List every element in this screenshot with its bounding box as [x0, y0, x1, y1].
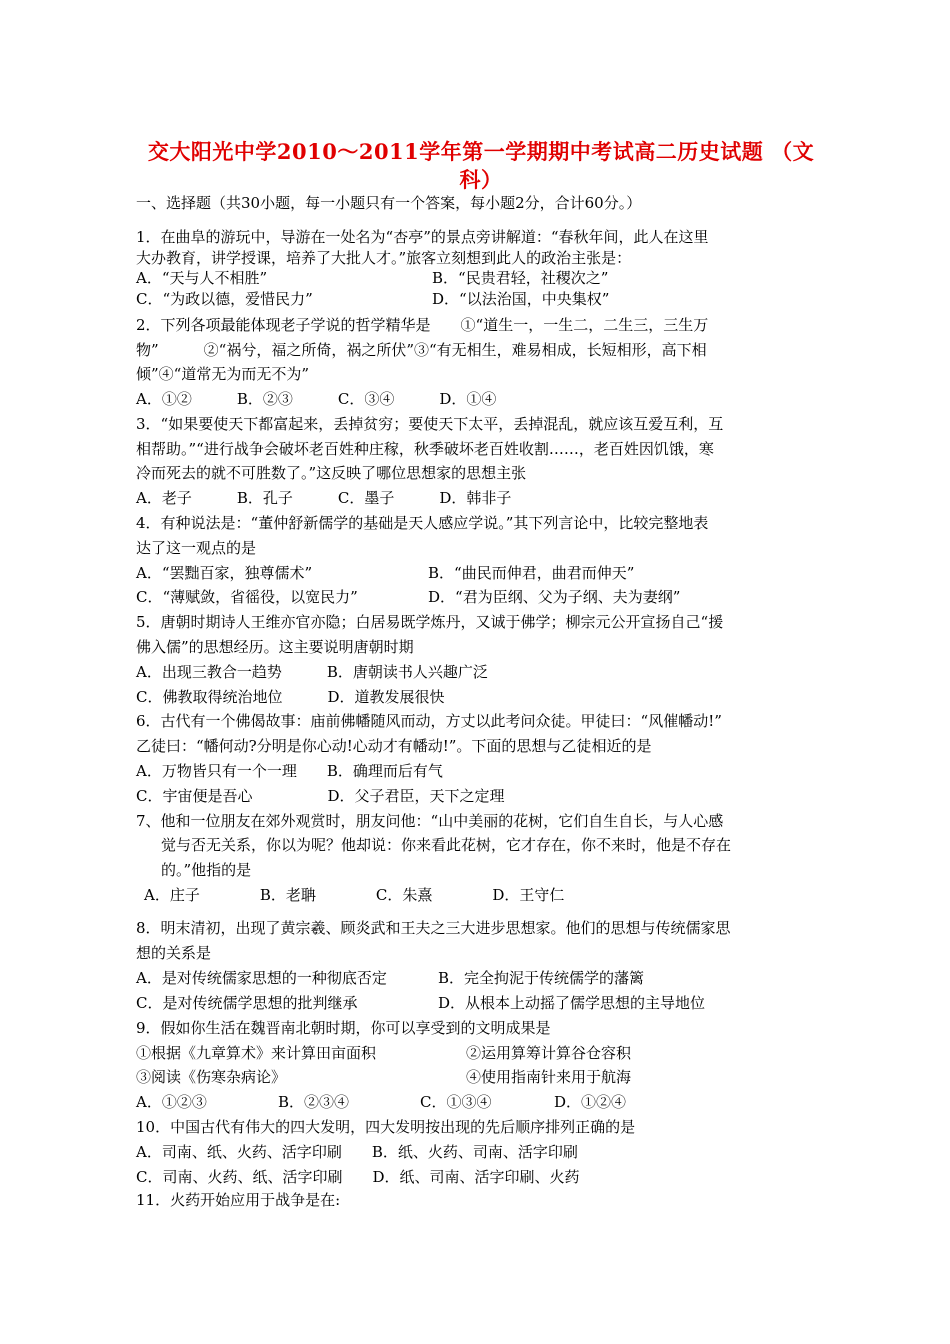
q5-stem-line-1: 5．唐朝时期诗人王维亦官亦隐；白居易既学炼丹，又诚于佛学；柳宗元公开宣扬自己“援 [136, 613, 724, 631]
q9-option-d: D．①②④ [554, 1093, 627, 1111]
q11-stem: 11．火药开始应用于战争是在: [136, 1191, 341, 1209]
section-heading: 一、选择题（共30小题，每一小题只有一个答案，每小题2分，合计60分。） [136, 194, 642, 212]
q10-options-ab: A．司南、纸、火药、活字印刷 B．纸、火药、司南、活字印刷 [136, 1143, 578, 1161]
q10-stem: 10．中国古代有伟大的四大发明，四大发明按出现的先后顺序排列正确的是 [136, 1118, 636, 1136]
q1-option-d: D．“以法治国，中央集权” [432, 290, 610, 308]
q4-option-c: C．“薄赋敛，省徭役，以宽民力” [136, 588, 358, 606]
q4-option-d: D．“君为臣纲、父为子纲、夫为妻纲” [428, 588, 681, 606]
q2-stem-line-1: 2．下列各项最能体现老子学说的哲学精华是 ①“道生一，一生二，二生三，三生万 [136, 316, 709, 334]
q6-stem-line-1: 6．古代有一个佛偈故事：庙前佛幡随风而动，方丈以此考问众徒。甲徒曰：“风催幡动!” [136, 712, 722, 730]
q8-stem-line-2: 想的关系是 [136, 944, 212, 962]
q9-item-1: ①根据《九章算术》来计算田亩面积 [136, 1044, 377, 1062]
q9-stem: 9．假如你生活在魏晋南北朝时期，你可以享受到的文明成果是 [136, 1019, 551, 1037]
q8-stem-line-1: 8．明末清初，出现了黄宗羲、顾炎武和王夫之三大进步思想家。他们的思想与传统儒家思 [136, 919, 731, 937]
q4-option-a: A．“罢黜百家，独尊儒术” [136, 564, 313, 582]
exam-title [136, 138, 826, 194]
q9-item-3: ③阅读《伤寒杂病论》 [136, 1068, 287, 1086]
q5-stem-line-2: 佛入儒”的思想经历。这主要说明唐朝时期 [136, 638, 414, 656]
q5-options-ab: A．出现三教合一趋势 B．唐朝读书人兴趣广泛 [136, 663, 488, 681]
q6-stem-line-2: 乙徒曰：“幡何动?分明是你心动!心动才有幡动!”。下面的思想与乙徒相近的是 [136, 737, 652, 755]
q7-options: A．庄子 B．老聃 C．朱熹 D．王守仁 [144, 886, 565, 904]
q1-option-a: A．“天与人不相胜” [136, 269, 268, 287]
q10-options-cd: C．司南、火药、纸、活字印刷 D．纸、司南、活字印刷、火药 [136, 1168, 580, 1186]
q8-option-c: C．是对传统儒学思想的批判继承 [136, 994, 358, 1012]
q4-option-b: B．“曲民而伸君，曲君而伸天” [428, 564, 635, 582]
q9-option-b: B．②③④ [278, 1093, 350, 1111]
q1-option-b: B．“民贵君轻，社稷次之” [432, 269, 609, 287]
q3-stem-line-1: 3．“如果要使天下都富起来，丢掉贫穷；要使天下太平，丢掉混乱，就应该互爱互利，互 [136, 415, 724, 433]
q9-option-a: A．①②③ [136, 1093, 207, 1111]
q5-options-cd: C．佛教取得统治地位 D．道教发展很快 [136, 688, 445, 706]
q7-stem-line-3: 的。”他指的是 [161, 861, 252, 879]
q8-option-b: B．完全拘泥于传统儒学的藩篱 [438, 969, 645, 987]
q1-option-c: C．“为政以德，爱惜民力” [136, 290, 313, 308]
q8-option-d: D．从根本上动摇了儒学思想的主导地位 [438, 994, 706, 1012]
q3-stem-line-2: 相帮助。”“进行战争会破坏老百姓种庄稼，秋季破坏老百姓收割……，老百姓因饥饿，寒 [136, 440, 714, 458]
q1-stem-line-2: 大办教育，讲学授课，培养了大批人才。”旅客立刻想到此人的政治主张是： [136, 249, 632, 267]
q4-stem-line-2: 达了这一观点的是 [136, 539, 257, 557]
q2-options: A．①② B．②③ C．③④ D．①④ [136, 390, 497, 408]
q9-item-4: ④使用指南针来用于航海 [466, 1068, 632, 1086]
q9-option-c: C．①③④ [420, 1093, 492, 1111]
q8-option-a: A．是对传统儒家思想的一种彻底否定 [136, 969, 387, 987]
q2-stem-line-2: 物” ②“祸兮，福之所倚，祸之所伏”③“有无相生，难易相成，长短相形，高下相 [136, 341, 707, 359]
q7-stem-line-1: 7、他和一位朋友在郊外观赏时，朋友问他：“山中美丽的花树，它们自生自长，与人心感 [136, 812, 724, 830]
q9-item-2: ②运用算筹计算谷仓容积 [466, 1044, 632, 1062]
q6-options-ab: A．万物皆只有一个一理 B．确理而后有气 [136, 762, 443, 780]
q1-stem-line-1: 1．在曲阜的游玩中，导游在一处名为“杏亭”的景点旁讲解道：“春秋年间，此人在这里 [136, 228, 709, 246]
title-line-1: 交大阳光中学2010～2011学年第一学期期中考试高二历史试题 （文 [147, 139, 815, 164]
q3-stem-line-3: 冷而死去的就不可胜数了。”这反映了哪位思想家的思想主张 [136, 464, 527, 482]
q3-options: A．老子 B．孔子 C．墨子 D．韩非子 [136, 489, 512, 507]
q6-options-cd: C．宇宙便是吾心 D．父子君臣，天下之定理 [136, 787, 505, 805]
title-line-2: 科） [459, 167, 503, 192]
q4-stem-line-1: 4．有种说法是：“董仲舒新儒学的基础是天人感应学说。”其下列言论中，比较完整地表 [136, 514, 709, 532]
q2-stem-line-3: 倾”④“道常无为而无不为” [136, 365, 310, 383]
q7-stem-line-2: 觉与否无关系，你以为呢？他却说：你来看此花树，它才存在，你不来时，他是不存在 [161, 836, 732, 854]
